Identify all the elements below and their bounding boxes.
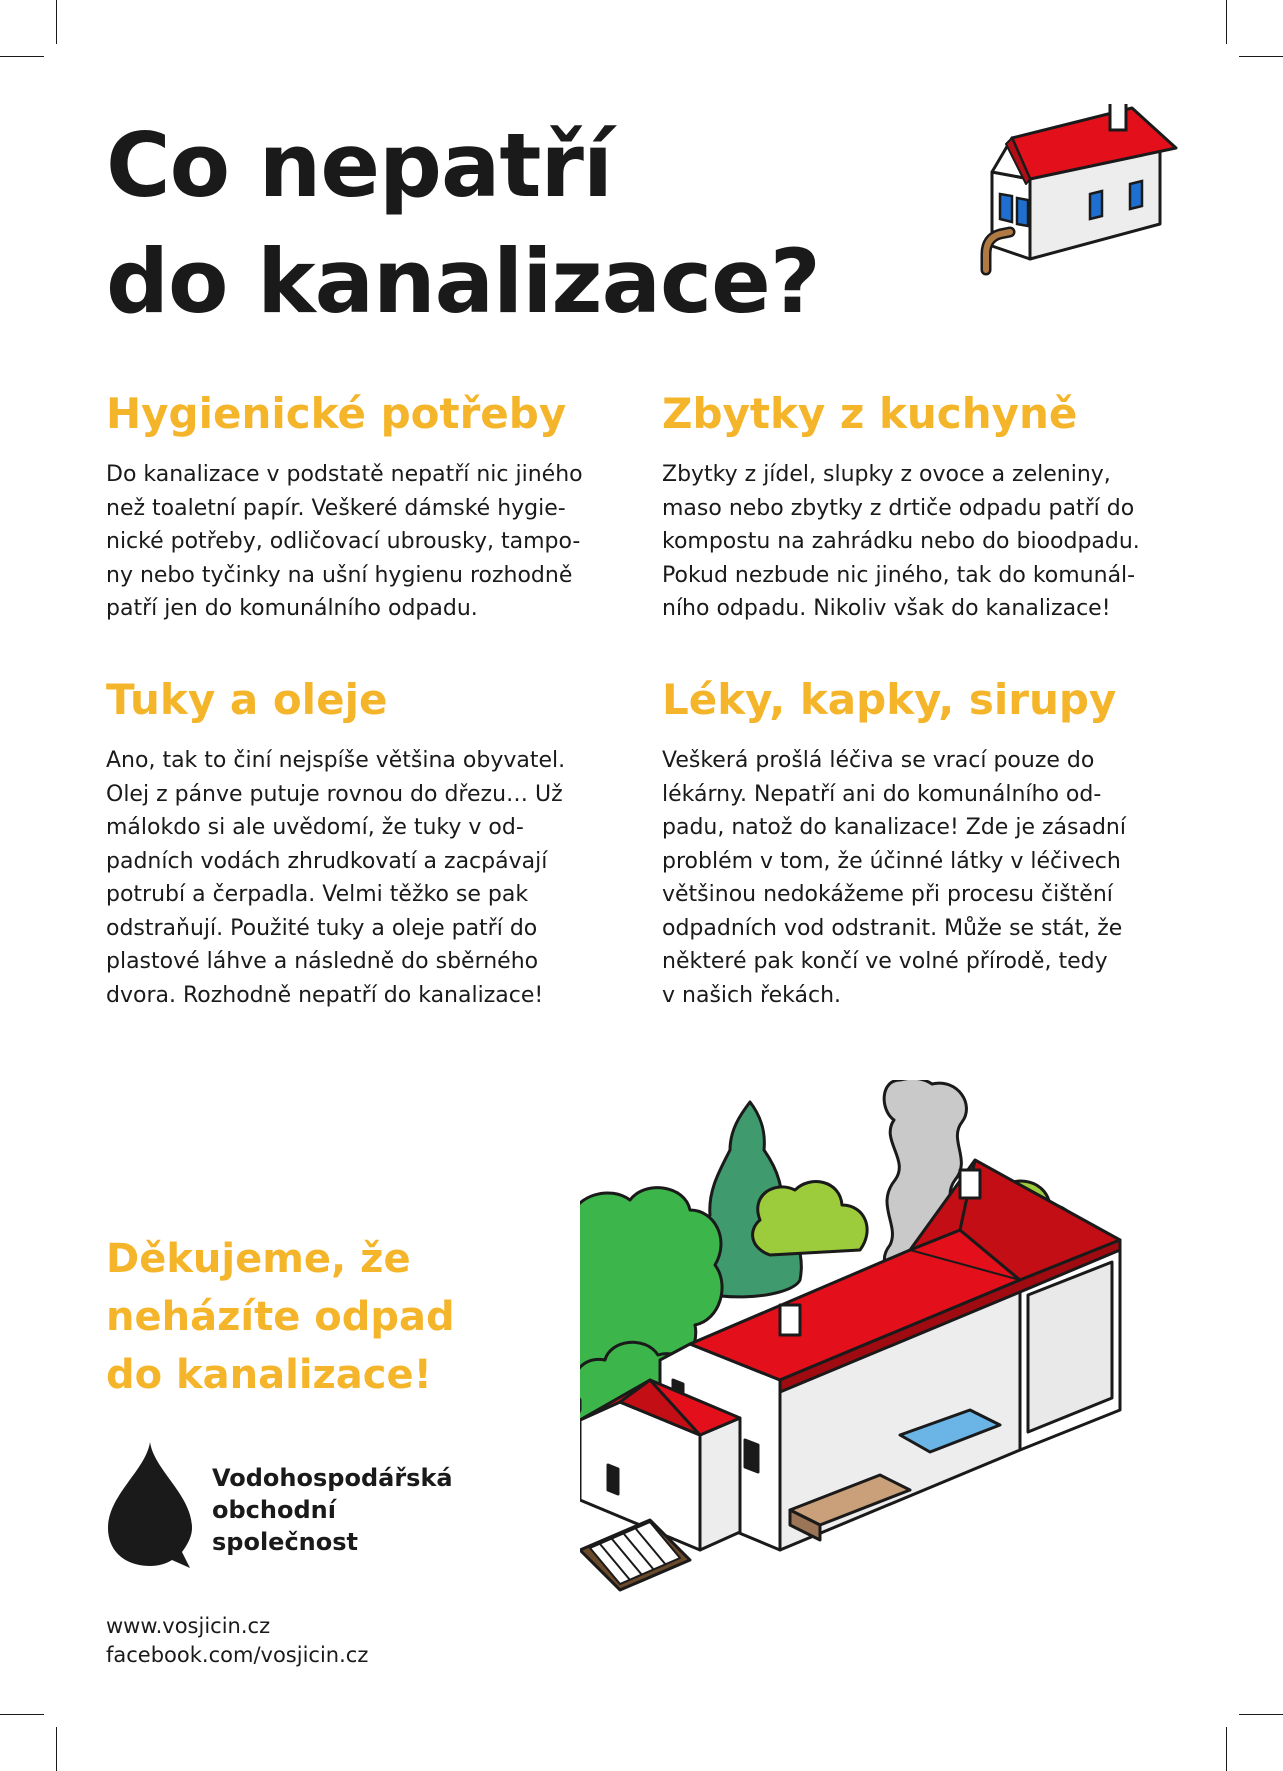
section-heading: Hygienické potřeby	[106, 389, 567, 438]
crop-mark	[0, 1714, 44, 1715]
text-line: některé pak končí ve volné přírodě, tedy	[662, 949, 1108, 974]
text-line: ního odpadu. Nikoliv však do kanalizace!	[662, 596, 1111, 621]
section-kitchen	[662, 388, 1182, 626]
text-line: potrubí a čerpadla. Velmi těžko se pak	[106, 882, 529, 907]
text-line: dvora. Rozhodně nepatří do kanalizace!	[106, 982, 544, 1008]
text-line: než toaletní papír. Veškeré dámské hygie-	[106, 495, 566, 521]
section-heading: Léky, kapky, sirupy	[662, 675, 1117, 724]
text-line: Zbytky z jídel, slupky z ovoce a zeleniny,	[662, 462, 1111, 487]
thanks-message	[106, 1230, 455, 1404]
section-hygiene	[106, 388, 626, 626]
text-line: padních vodách zhrudkovatí a zacpávají	[106, 848, 548, 874]
text-line: problém v tom, že účinné látky v léčivech	[662, 848, 1121, 874]
text-line: Olej z pánve putuje rovnou do dřezu… Už	[106, 781, 563, 807]
section-text	[106, 744, 626, 1012]
text-line: v našich řekách.	[662, 982, 842, 1008]
crop-mark	[1239, 56, 1283, 57]
text-line: Veškerá prošlá léčiva se vrací pouze do	[662, 748, 1095, 773]
contact-links	[106, 1612, 368, 1670]
section-fats	[106, 674, 626, 1012]
section-text	[106, 458, 626, 626]
facebook-link[interactable]: facebook.com/vosjicin.cz	[106, 1643, 369, 1667]
crop-mark	[1226, 1727, 1227, 1771]
section-medicine	[662, 674, 1182, 1012]
text-line: Ano, tak to činí nejspíše většina obyvatel.	[106, 748, 566, 773]
company-name-line: Vodohospodářská	[212, 1464, 453, 1492]
text-line: patří jen do komunálního odpadu.	[106, 596, 478, 621]
text-line: odstraňují. Použité tuky a oleje patří do	[106, 915, 538, 941]
section-text	[662, 744, 1182, 1012]
text-line: odpadních vod odstranit. Může se stát, že	[662, 915, 1123, 941]
house-illustration	[970, 104, 1180, 284]
treatment-plant-illustration	[580, 1080, 1180, 1640]
crop-mark	[0, 56, 44, 57]
text-line: plastové láhve a následně do sběrného	[106, 949, 539, 974]
thanks-line: do kanalizace!	[106, 1352, 432, 1398]
section-heading: Zbytky z kuchyně	[662, 389, 1078, 438]
title-line: Co nepatří	[106, 114, 613, 217]
thanks-line: neházíte odpad	[106, 1294, 455, 1340]
company-name	[212, 1462, 453, 1558]
crop-mark	[56, 0, 57, 44]
section-text	[662, 458, 1182, 626]
page-title	[106, 108, 820, 340]
text-line: většinou nedokážeme při procesu čištění	[662, 882, 1113, 907]
title-line: do kanalizace?	[106, 230, 820, 333]
water-drop-logo-icon	[106, 1440, 194, 1570]
company-name-line: obchodní	[212, 1496, 336, 1524]
company-name-line: společnost	[212, 1528, 359, 1556]
text-line: Do kanalizace v podstatě nepatří nic jiného	[106, 462, 583, 487]
crop-mark	[1239, 1714, 1283, 1715]
website-link[interactable]: www.vosjicin.cz	[106, 1614, 271, 1638]
text-line: kompostu na zahrádku nebo do bioodpadu.	[662, 529, 1140, 554]
text-line: maso nebo zbytky z drtiče odpadu patří do	[662, 495, 1135, 521]
crop-mark	[1226, 0, 1227, 44]
text-line: nické potřeby, odličovací ubrousky, tampo-	[106, 529, 581, 554]
thanks-line: Děkujeme, že	[106, 1236, 411, 1282]
text-line: Pokud nezbude nic jiného, tak do komunál-	[662, 562, 1136, 588]
text-line: málokdo si ale uvědomí, že tuky v od-	[106, 815, 524, 840]
text-line: ny nebo tyčinky na ušní hygienu rozhodně	[106, 562, 573, 588]
crop-mark	[56, 1727, 57, 1771]
section-heading: Tuky a oleje	[106, 675, 388, 724]
text-line: padu, natož do kanalizace! Zde je zásadní	[662, 815, 1126, 840]
text-line: lékárny. Nepatří ani do komunálního od-	[662, 781, 1102, 807]
